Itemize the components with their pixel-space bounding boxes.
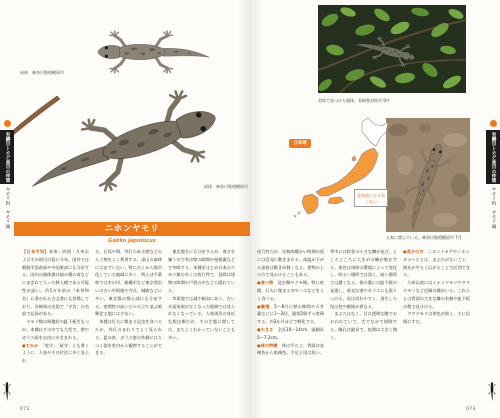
section-heading: ●繁殖 bbox=[257, 303, 270, 309]
section-heading: 【日本平均】 bbox=[22, 249, 49, 254]
body-paragraph bbox=[403, 310, 470, 326]
map-sado-island bbox=[352, 156, 356, 161]
orange-dot-icon bbox=[3, 119, 12, 128]
body-paragraph bbox=[330, 310, 397, 341]
left-section-tab bbox=[0, 118, 14, 230]
photo-caption-large-adult: 成体 神奈川県相模原市 bbox=[204, 184, 248, 189]
body-paragraph bbox=[95, 318, 162, 357]
section-heading: ●食べ物 bbox=[257, 280, 274, 286]
orange-dot-icon bbox=[489, 119, 498, 128]
map-shikoku bbox=[328, 197, 344, 204]
photo-caption-top-adult: 成体 神奈川県相模原市 bbox=[20, 70, 64, 75]
body-paragraph bbox=[95, 248, 162, 318]
scientific-name: Gekko japonicus bbox=[108, 238, 156, 244]
map-legend-label: 分布域 bbox=[289, 139, 311, 148]
map-island bbox=[294, 215, 296, 217]
wall-texture-spot bbox=[397, 155, 413, 175]
paragraph-text: 本種は灯火に集まる昆虫を食べるため、外灯のまわりでよく見られる。夏の夜、ガラス窓の外側にはりつく姿を室内から観察することができる。 bbox=[95, 319, 162, 356]
body-paragraph bbox=[257, 326, 324, 342]
wall-texture-spot bbox=[388, 124, 408, 136]
paragraph-text: 本州・四国・九州およびその周辺の島に分布。国外では朝鮮半島南部や中国東部にも分布する。国内の個体群は船の積み荷などにまぎれて入った移入種である可能性が高い。約1万年前の『本草和名』に書かれた古文書にも登場しており、長崎県の出島で「守宮」の名前で記録がある。 bbox=[22, 249, 89, 317]
text-column bbox=[168, 248, 235, 404]
page-number-right: 073 bbox=[466, 407, 476, 412]
wall-texture-spot bbox=[451, 173, 469, 197]
paragraph-text: 九州以南にはミナミヤモリやタワヤモリなど近縁の種がいる。これらとは背面の大きな鱗の有無や趾下板の数で見分ける。 bbox=[403, 280, 470, 309]
species-title: ニホンヤモリ bbox=[14, 222, 250, 236]
wall-photo bbox=[384, 118, 470, 234]
left-body-text bbox=[22, 248, 235, 404]
photo-caption-wall: 人家に潜んでいる。神奈川県相模原市 7月 bbox=[386, 235, 462, 240]
body-paragraph bbox=[22, 248, 89, 318]
text-column bbox=[330, 248, 397, 404]
section-heading: ●大きさ bbox=[257, 326, 274, 332]
body-paragraph bbox=[403, 248, 470, 279]
photo-caption-leaf: 対馬で見つけた個体。長崎県対馬市 9月 bbox=[318, 98, 390, 103]
gecko-photo-top-adult bbox=[98, 31, 210, 73]
paragraph-text: 昆虫類やクモ類。特に夜間、灯火に集まるガやハエなどをよく食べる。 bbox=[257, 280, 324, 301]
paragraph-text: 体は平たく、背面は灰褐色から暗褐色。手足と尾は短い。 bbox=[257, 342, 324, 356]
detached-tail-photo bbox=[9, 96, 60, 137]
page-number-left: 072 bbox=[20, 407, 30, 412]
body-paragraph bbox=[403, 279, 470, 310]
body-paragraph bbox=[22, 342, 89, 365]
text-column bbox=[22, 248, 89, 404]
paragraph-text: 「家守」「屋守」とも書くように、人家やその付近に多く見られ bbox=[22, 342, 89, 364]
paragraph-text: 市街地では減少傾向にあり、古い木造家屋がなくなった地域では見られなくなっている。人家周辺の身近な爬虫類だが、その生態に関しては、まだよくわかっていないことも多い。 bbox=[168, 295, 235, 340]
right-body-text bbox=[257, 248, 470, 404]
paragraph-text: ヤモリ類は吸盤状の趾下板をもつが、本種はその中でも大型で、壁やガラス面を自由に歩きまわる。 bbox=[22, 319, 89, 340]
paragraph-text: 背中には粒状の小さな鱗が並び、ところどころに大きめの鱗が散在する。体色は周囲の環境によって変化し、明るい場所では淡く、暗い場所では濃くなる。指の裏には趾下板が発達し、垂直な壁やガラスにも張りつける。尾は切れやすく、再生した尾は色や模様が異なる。 bbox=[330, 249, 397, 309]
body-paragraph bbox=[257, 342, 324, 358]
tab-family-label: ヤモリ科 ヤモリ属 bbox=[491, 187, 496, 229]
text-column bbox=[95, 248, 162, 404]
section-heading: ●見分け方 bbox=[403, 249, 424, 254]
tab-group-label: 有鱗目トカゲ亜目の仲間 bbox=[486, 130, 500, 184]
paragraph-text: ニホントカゲやニホンカナヘビとは、まぶたがないこと、指先が平たく広がることで区別できる。 bbox=[403, 249, 470, 278]
body-paragraph bbox=[257, 279, 324, 302]
section-heading: ●体の特徴 bbox=[257, 342, 278, 348]
map-kyushu bbox=[302, 194, 318, 214]
wall-texture-spot bbox=[419, 124, 431, 132]
map-hokkaido bbox=[362, 118, 388, 146]
paragraph-text: 5〜8月に壁の隙間や天井裏などに1〜2回、通常2卵ずつ産卵する。約2か月ほどで孵化する。 bbox=[257, 303, 324, 325]
body-paragraph bbox=[330, 248, 397, 310]
tab-family-label: ヤモリ科 ヤモリ属 bbox=[5, 187, 10, 229]
wall-texture-spot bbox=[433, 213, 457, 227]
section-heading: ●すみか bbox=[22, 342, 39, 348]
paragraph-text: る。石垣や塀、外灯のある壁などの人工物をよく利用する。深山の森林にはまずいない。特に古くから都市化していた地域に多く、例えば千葉県では市川市、船橋市など東京湾沿いの古い市街地や寺社、城跡などに多い。東京都の都心部にも分布する。密閉性の高いビルの立ち並ぶ新興住宅地には少ない。 bbox=[95, 249, 162, 317]
paragraph-text: 東北地方にも分布するが、寒さを嫌うので冬は壁の隙間や屋根裏などで冬眠する。本種をはじめ日本のヤモリ類の多くは夜行性で、昼間は建物の隙間や戸袋の中などに隠れている。 bbox=[168, 249, 235, 293]
text-column bbox=[257, 248, 324, 404]
gecko-silhouette-icon bbox=[4, 382, 11, 401]
right-section-tab bbox=[486, 118, 500, 230]
body-paragraph bbox=[22, 318, 89, 341]
body-paragraph bbox=[257, 303, 324, 326]
text-column bbox=[403, 248, 470, 404]
paragraph-text: まぶたはなく、目は透明な膜でおおわれていて、舌でなめて掃除する。瞳孔は縦長で、夜間は大きく開く。 bbox=[330, 311, 397, 340]
wall-texture-spot bbox=[443, 133, 467, 147]
gecko-silhouette-icon bbox=[489, 382, 496, 401]
map-island bbox=[298, 212, 300, 214]
paragraph-text: 全長10〜14cm、頭胴長5〜7.2cm。 bbox=[257, 326, 324, 340]
paragraph-text: タワヤモリは体色が淡く、主に岩場にすむ。 bbox=[403, 311, 470, 325]
leaf-photo bbox=[316, 5, 466, 93]
body-paragraph bbox=[168, 248, 235, 295]
map-note: 北海道には分布しない bbox=[354, 189, 388, 207]
tab-group-label: 有鱗目トカゲ亜目の仲間 bbox=[0, 130, 14, 184]
paragraph-text: 夜行性だが、比較的暖かい時期の夜には活発に動きまわる。体温が下がる深夜は動きが鈍くなる。建物の上の方で見かけることもある。 bbox=[257, 249, 324, 278]
body-paragraph bbox=[168, 295, 235, 342]
body-paragraph bbox=[257, 248, 324, 279]
